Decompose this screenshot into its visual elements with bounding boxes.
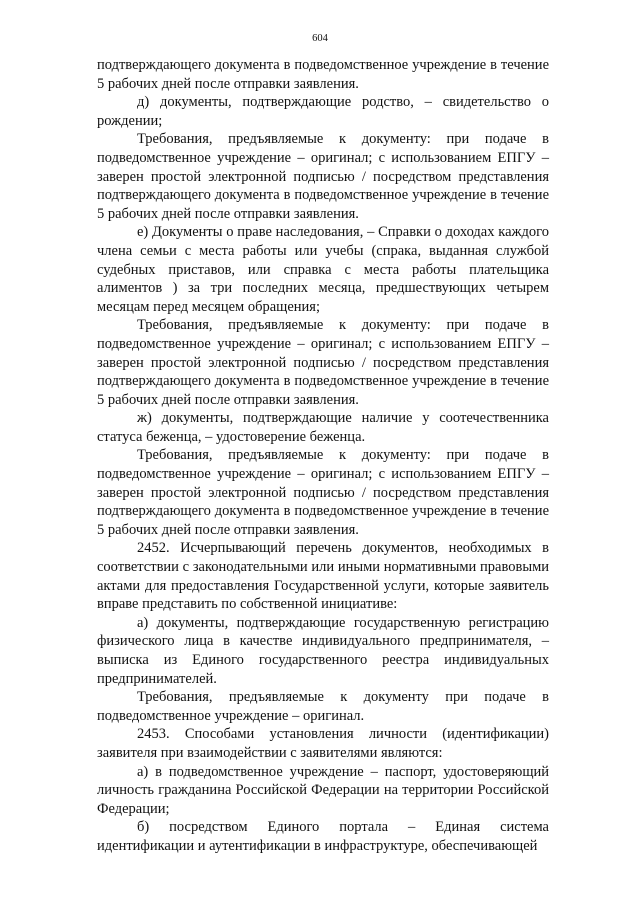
paragraph: 2453. Способами установления личности (идентификации) заявителя при взаимодействии с заявителями являются: [97,726,549,761]
paragraph: Требования, предъявляемые к документу: при подаче в подведомственное учреждение – оригинал; с использованием ЕПГУ – заверен простой электронной подписью / посредством представления подтверждающего документа в подведомственное учреждение в течение 5 рабочих дней после отправки заявления. [97,447,549,538]
paragraph: Требования, предъявляемые к документу: при подаче в подведомственное учреждение – оригинал; с использованием ЕПГУ – заверен простой электронной подписью / посредством представления подтверждающего документа в подведомственное учреждение в течение 5 рабочих дней после отправки заявления. [97,317,549,408]
paragraph: е) Документы о праве наследования, – Справки о доходах каждого члена семьи с места работы или учебы (спрака, выданная службой судебных приставов, или справка с места работы плательщика алиментов ) за три последних месяца, предшествующих четырем месяцам перед месяцем обращения; [97,224,549,315]
document-body [97,56,549,856]
paragraph: подтверждающего документа в подведомственное учреждение в течение 5 рабочих дней после отправки заявления. [97,57,549,92]
paragraph: ж) документы, подтверждающие наличие у соотечественника статуса беженца, – удостоверение беженца. [97,410,549,445]
paragraph: Требования, предъявляемые к документу: при подаче в подведомственное учреждение – оригинал; с использованием ЕПГУ – заверен простой электронной подписью / посредством представления подтверждающего документа в подведомственное учреждение в течение 5 рабочих дней после отправки заявления. [97,131,549,222]
paragraph: б) посредством Единого портала – Единая система идентификации и аутентификации в инфраструктуре, обеспечивающей [97,819,549,854]
page-number: 604 [312,33,328,44]
paragraph: д) документы, подтверждающие родство, – свидетельство о рождении; [97,94,549,129]
paragraph: а) в подведомственное учреждение – паспорт, удостоверяющий личность гражданина Российской Федерации на территории Российской Федерации; [97,763,549,817]
paragraph: 2452. Исчерпывающий перечень документов, необходимых в соответствии с законодательными или иными нормативными правовыми актами для предоставления Государственной услуги, которые заявитель вправе представить по собственной инициативе: [97,540,549,613]
paragraph: Требования, предъявляемые к документу при подаче в подведомственное учреждение – оригинал. [97,689,549,724]
paragraph: а) документы, подтверждающие государственную регистрацию физического лица в качестве индивидуального предпринимателя, – выписка из Единого государственного реестра индивидуальных предпринимателей. [97,614,549,687]
